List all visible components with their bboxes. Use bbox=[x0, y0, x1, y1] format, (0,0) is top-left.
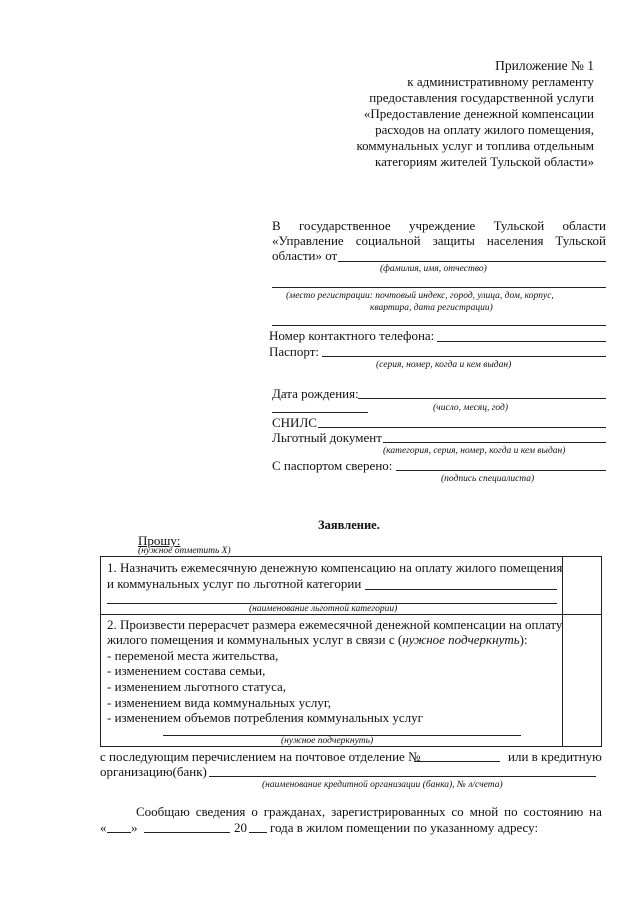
appendix-block bbox=[356, 58, 594, 170]
addressee-line-2: «Управление социальной защиты населения Тульской bbox=[272, 233, 606, 248]
benefit-doc-caption: (категория, серия, номер, когда и кем выдан) bbox=[383, 446, 566, 456]
bank-field[interactable] bbox=[209, 776, 596, 777]
appendix-line: коммунальных услуг и топлива отдельным bbox=[356, 138, 594, 153]
bank-caption: (наименование кредитной организации (банка), № л/счета) bbox=[262, 780, 503, 790]
reason-item[interactable]: - изменением вида коммунальных услуг, bbox=[107, 695, 332, 710]
reason-item[interactable]: - переменой места жительства, bbox=[107, 648, 279, 663]
phone-field[interactable] bbox=[437, 341, 606, 342]
birth-date-field[interactable] bbox=[358, 398, 606, 399]
option-2-text-1: 2. Произвести перерасчет размера ежемесячной денежной компенсации на оплату bbox=[107, 617, 563, 632]
registration-field[interactable] bbox=[272, 287, 606, 288]
verified-label: С паспортом сверено: bbox=[272, 458, 393, 473]
option-1-caption: (наименование льготной категории) bbox=[249, 604, 398, 614]
snils-label: СНИЛС bbox=[272, 415, 317, 430]
date-month-field[interactable] bbox=[144, 832, 230, 833]
registration-field-2[interactable] bbox=[272, 325, 606, 326]
reason-item[interactable]: - изменением объемов потребления коммунальных услуг bbox=[107, 710, 424, 725]
addressee-from-label: области» от bbox=[272, 248, 338, 263]
passport-label: Паспорт: bbox=[269, 344, 320, 359]
registration-caption-1: (место регистрации: почтовый индекс, город, улица, дом, корпус, bbox=[286, 291, 554, 301]
addressee-line-1: В государственное учреждение Тульской области bbox=[272, 218, 606, 233]
fio-caption: (фамилия, имя, отчество) bbox=[380, 264, 487, 274]
reason-item[interactable]: - изменением состава семьи, bbox=[107, 663, 266, 678]
fio-field[interactable] bbox=[338, 261, 606, 262]
date-open-quote: « bbox=[100, 820, 107, 835]
statement-title: Заявление. bbox=[318, 518, 380, 532]
date-day-field[interactable] bbox=[107, 832, 131, 833]
birth-date-field-2[interactable] bbox=[272, 412, 368, 413]
appendix-line: расходов на оплату жилого помещения, bbox=[375, 122, 594, 137]
info-line-2: года в жилом помещении по указанному адресу: bbox=[270, 820, 539, 835]
date-close-quote: » bbox=[131, 820, 138, 835]
appendix-line: категориям жителей Тульской области» bbox=[374, 154, 594, 169]
info-line-1: Сообщаю сведения о гражданах, зарегистрированных со мной по состоянию на bbox=[136, 804, 602, 819]
phone-label: Номер контактного телефона: bbox=[269, 328, 435, 343]
option-2-cell bbox=[101, 615, 563, 747]
option-1-cell bbox=[101, 557, 563, 615]
passport-field[interactable] bbox=[322, 356, 606, 357]
benefit-doc-label: Льготный документ bbox=[272, 430, 382, 445]
request-caption: (нужное отметить Х) bbox=[138, 546, 231, 556]
benefit-doc-field[interactable] bbox=[383, 442, 606, 443]
appendix-title: Приложение № 1 bbox=[495, 58, 594, 73]
birth-date-caption: (число, месяц, год) bbox=[433, 403, 509, 413]
option-1-text-2: и коммунальных услуг по льготной категории bbox=[107, 576, 362, 591]
date-year-field[interactable] bbox=[249, 832, 267, 833]
appendix-line: «Предоставление денежной компенсации bbox=[363, 106, 594, 121]
verified-signature-field[interactable] bbox=[396, 470, 606, 471]
passport-caption: (серия, номер, когда и кем выдан) bbox=[376, 360, 512, 370]
option-1-text-1: 1. Назначить ежемесячную денежную компенсацию на оплату жилого помещения bbox=[107, 560, 563, 575]
birth-date-label: Дата рождения: bbox=[272, 386, 359, 401]
benefit-category-field[interactable] bbox=[365, 589, 557, 590]
registration-caption-2: квартира, дата регистрации) bbox=[370, 303, 493, 313]
option-2-caption: (нужное подчеркнуть) bbox=[281, 736, 374, 746]
appendix-line: предоставления государственной услуги bbox=[369, 90, 594, 105]
post-office-field[interactable] bbox=[414, 761, 500, 762]
transfer-text-post: или в кредитную bbox=[508, 749, 602, 764]
request-label: Прошу: bbox=[138, 533, 181, 548]
appendix-line: к административному регламенту bbox=[407, 74, 594, 89]
option-1-checkbox[interactable] bbox=[563, 557, 602, 615]
option-2-text-2: жилого помещения и коммунальных услуг в связи с (нужное подчеркнуть): bbox=[107, 632, 528, 647]
request-options-table bbox=[100, 556, 602, 747]
option-2-checkbox[interactable] bbox=[563, 615, 602, 747]
snils-field[interactable] bbox=[318, 427, 606, 428]
bank-label: организацию(банк) bbox=[100, 764, 207, 779]
year-prefix: 20 bbox=[234, 820, 247, 835]
verified-caption: (подпись специалиста) bbox=[441, 474, 535, 484]
transfer-text-pre: с последующим перечислением на почтовое отделение № bbox=[100, 749, 421, 764]
reason-item[interactable]: - изменением льготного статуса, bbox=[107, 679, 287, 694]
